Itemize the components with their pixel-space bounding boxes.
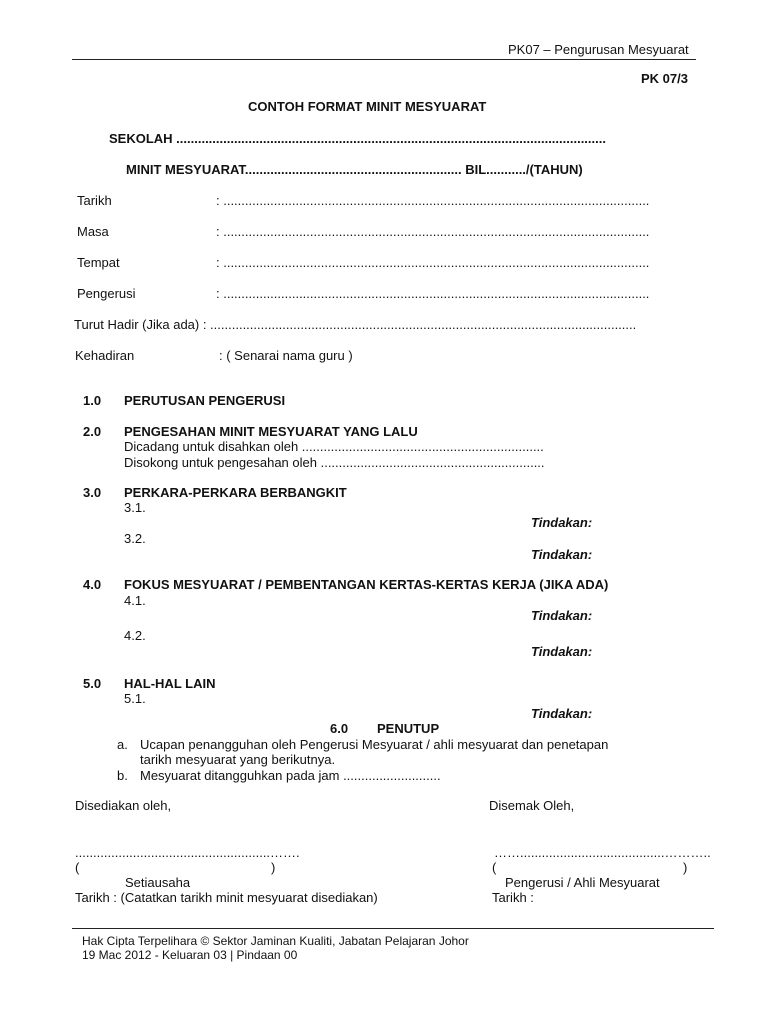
list-item: 3.1.	[124, 500, 146, 515]
section-number: 3.0	[83, 485, 102, 500]
document-reference: PK07 – Pengurusan Mesyuarat	[508, 42, 689, 57]
section-title: HAL-HAL LAIN	[124, 676, 216, 691]
section-title: FOKUS MESYUARAT / PEMBENTANGAN KERTAS-KERTAS KERJA (JIKA ADA)	[124, 577, 609, 592]
name-open-bracket-right: (	[492, 860, 497, 875]
footer-divider	[72, 928, 714, 929]
reviewed-by-heading: Disemak Oleh,	[489, 798, 575, 813]
footer-copyright: Hak Cipta Terpelihara © Sektor Jaminan Kualiti, Jabatan Pelajaran Johor	[82, 934, 469, 948]
section-number: 2.0	[83, 424, 102, 439]
list-marker: b.	[117, 768, 128, 783]
minutes-line: MINIT MESYUARAT............................................................ BIL.........../(TAHUN)	[126, 162, 583, 177]
closing-item-b: Mesyuarat ditangguhkan pada jam ...........................	[140, 768, 441, 783]
field-value-masa: : ......................................................................................................................	[216, 224, 650, 239]
attendance-line: Turut Hadir (Jika ada) : ......................................................................................................................	[74, 317, 637, 332]
section-number: 1.0	[83, 393, 102, 408]
proposer-line: Dicadang untuk disahkan oleh ...................................................................	[124, 439, 544, 454]
section-title: PENUTUP	[377, 721, 440, 736]
section-number: 5.0	[83, 676, 102, 691]
tindakan-label: Tindakan:	[531, 706, 593, 721]
name-close-bracket-left: )	[271, 860, 276, 875]
document-title: CONTOH FORMAT MINIT MESYUARAT	[248, 99, 487, 114]
field-label-tarikh: Tarikh	[77, 193, 112, 208]
signature-line-left: ......................................................…….	[75, 845, 300, 860]
tindakan-label: Tindakan:	[531, 608, 593, 623]
seconder-line: Disokong untuk pengesahan oleh ..............................................................	[124, 455, 545, 470]
field-label-masa: Masa	[77, 224, 109, 239]
section-number: 6.0	[330, 721, 349, 736]
name-open-bracket-left: (	[75, 860, 80, 875]
footer-release: 19 Mac 2012 - Keluaran 03 | Pindaan 00	[82, 948, 298, 962]
prepared-date: Tarikh : (Catatkan tarikh minit mesyuarat disediakan)	[75, 890, 378, 905]
section-title: PERKARA-PERKARA BERBANGKIT	[124, 485, 347, 500]
signature-line-right: ……........................................………..	[494, 845, 711, 860]
list-item: 5.1.	[124, 691, 146, 706]
prepared-by-heading: Disediakan oleh,	[75, 798, 172, 813]
field-label-tempat: Tempat	[77, 255, 120, 270]
closing-item-a-line2: tarikh mesyuarat yang berikutnya.	[140, 752, 336, 767]
section-title: PENGESAHAN MINIT MESYUARAT YANG LALU	[124, 424, 418, 439]
chairman-role: Pengerusi / Ahli Mesyuarat	[505, 875, 660, 890]
field-value-tarikh: : ......................................................................................................................	[216, 193, 650, 208]
header-divider	[72, 59, 696, 60]
field-value-tempat: : ......................................................................................................................	[216, 255, 650, 270]
list-item: 4.2.	[124, 628, 146, 643]
field-label-pengerusi: Pengerusi	[77, 286, 136, 301]
section-title: PERUTUSAN PENGERUSI	[124, 393, 286, 408]
tindakan-label: Tindakan:	[531, 547, 593, 562]
list-item: 4.1.	[124, 593, 146, 608]
list-marker: a.	[117, 737, 128, 752]
field-value-pengerusi: : ......................................................................................................................	[216, 286, 650, 301]
tindakan-label: Tindakan:	[531, 644, 593, 659]
secretary-role: Setiausaha	[125, 875, 191, 890]
name-close-bracket-right: )	[683, 860, 688, 875]
list-item: 3.2.	[124, 531, 146, 546]
form-code: PK 07/3	[641, 71, 688, 86]
tindakan-label: Tindakan:	[531, 515, 593, 530]
reviewed-date: Tarikh :	[492, 890, 534, 905]
school-line: SEKOLAH .......................................................................................................................	[109, 131, 606, 146]
section-number: 4.0	[83, 577, 102, 592]
kehadiran-label: Kehadiran	[75, 348, 135, 363]
kehadiran-value: : ( Senarai nama guru )	[219, 348, 353, 363]
closing-item-a-line1: Ucapan penangguhan oleh Pengerusi Mesyuarat / ahli mesyuarat dan penetapan	[140, 737, 609, 752]
